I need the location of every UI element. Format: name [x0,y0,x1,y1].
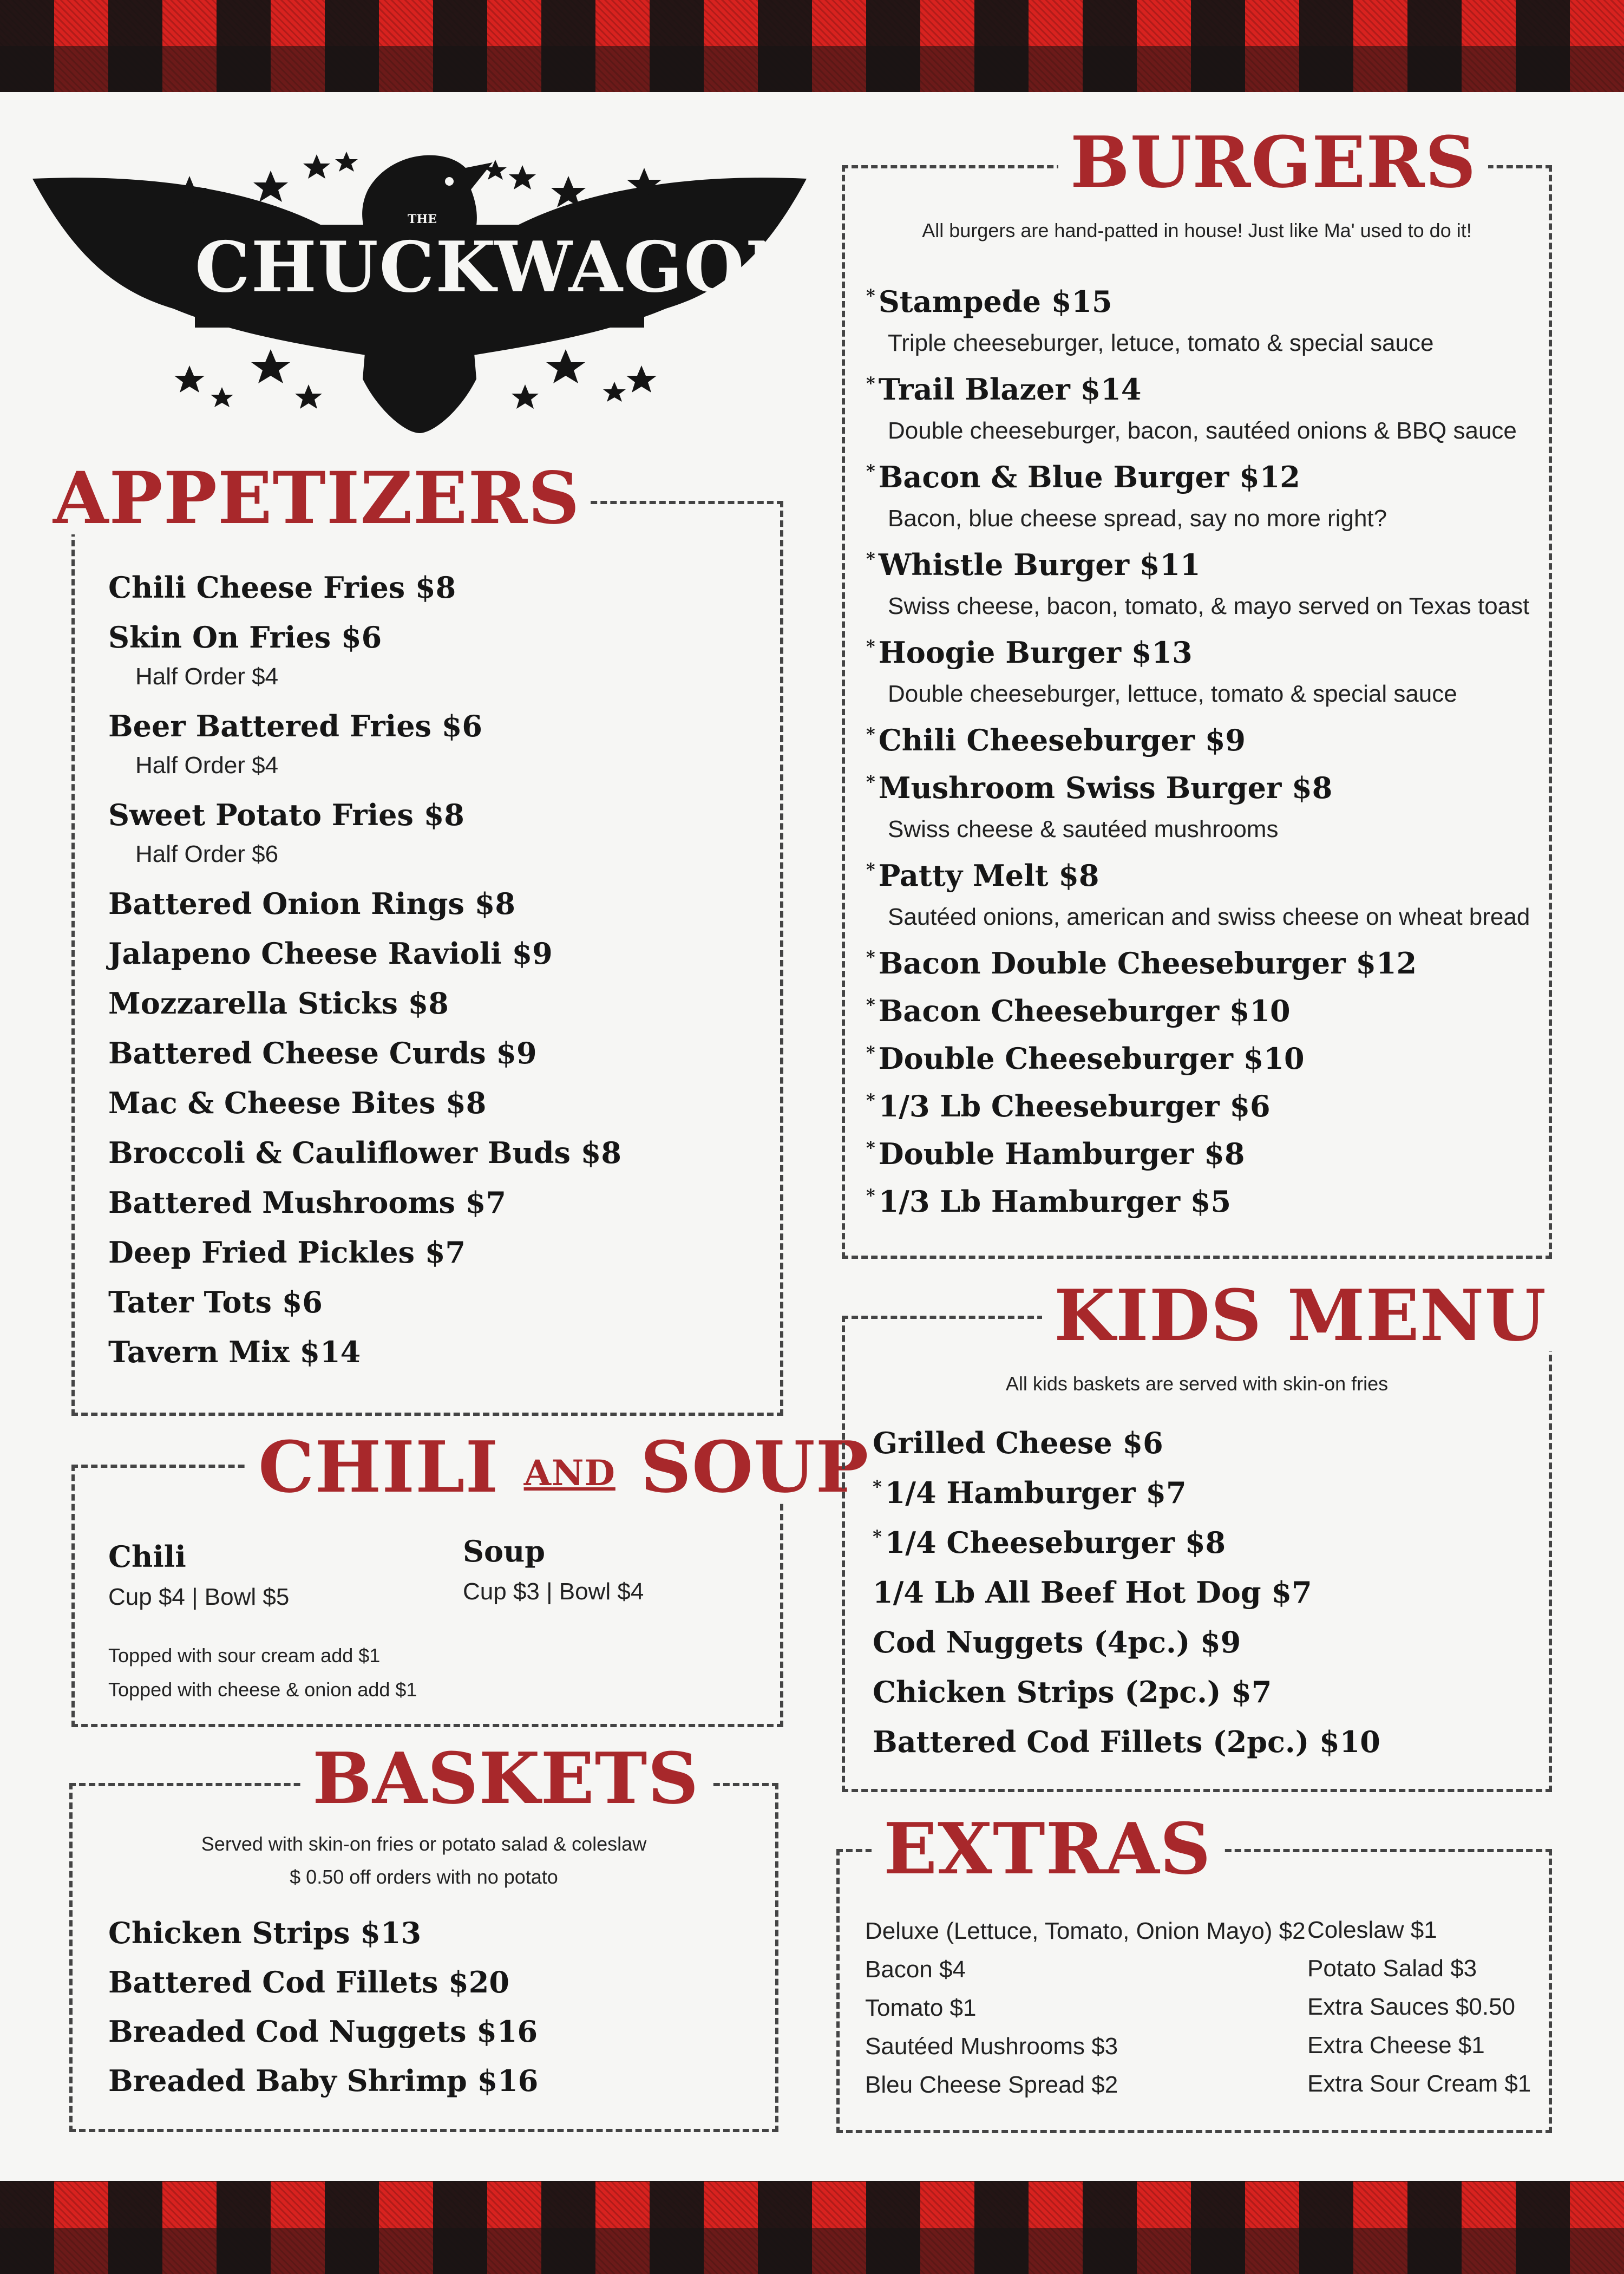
logo-name: CHUCKWAGON [195,227,810,308]
appetizer-item: Deep Fried Pickles $7 [108,1235,466,1270]
appetizer-item: Jalapeno Cheese Ravioli $9 [108,936,553,971]
appetizer-half-order: Half Order $4 [135,663,279,690]
baskets-note-1: Served with skin-on fries or potato salad & coleslaw [201,1833,647,1855]
extras-title: EXTRAS [872,1814,1223,1884]
star-marker: * [873,1526,882,1547]
burgers-note: All burgers are hand-patted in house! Just like Ma' used to do it! [922,219,1472,241]
logo-the: THE [408,212,437,226]
plaid-border-bottom [0,2181,1624,2274]
kids-item-name: Battered Cod Fillets (2pc.) $10 [873,1724,1380,1759]
kids-item [873,1677,1272,1707]
kids-item-name: 1/4 Cheeseburger $8 [885,1525,1226,1560]
star-marker: * [866,1185,875,1206]
burger-item [866,284,1112,319]
chili-soup-title-a: CHILI [258,1426,499,1508]
burgers-title: BURGERS [1058,127,1488,198]
burger-item [866,635,1193,670]
kids-item-name: Cod Nuggets (4pc.) $9 [873,1625,1241,1659]
burger-item [866,1089,1271,1123]
kids-item [873,1724,1380,1759]
burger-name: Bacon Cheeseburger $10 [878,994,1291,1028]
appetizer-item: Chili Cheese Fries $8 [108,570,456,605]
burger-name: 1/3 Lb Hamburger $5 [878,1184,1232,1219]
burger-description: Double cheeseburger, lettuce, tomato & special sauce [888,681,1457,707]
burger-name: Bacon & Blue Burger $12 [878,460,1300,494]
burger-item [866,1184,1232,1219]
burger-description: Bacon, blue cheese spread, say no more right? [888,505,1387,532]
chili-soup-title-and: AND [523,1453,615,1494]
burger-name: Hoogie Burger $13 [878,635,1193,670]
baskets-note-2: $ 0.50 off orders with no potato [290,1866,558,1888]
star-marker: * [866,1042,875,1063]
appetizer-item: Battered Cheese Curds $9 [108,1036,537,1070]
kids-item-name: 1/4 Lb All Beef Hot Dog $7 [873,1575,1312,1610]
burger-item [866,1041,1305,1076]
kids-title: KIDS MENU [1042,1280,1558,1351]
kids-item [873,1575,1312,1610]
baskets-title: BASKETS [300,1743,711,1814]
burger-item [866,858,1099,893]
star-marker: * [866,859,875,880]
basket-item: Chicken Strips $13 [108,1916,422,1950]
star-marker: * [866,1090,875,1110]
appetizer-item: Broccoli & Cauliflower Buds $8 [108,1135,621,1170]
burger-item [866,547,1201,582]
plaid-border-top [0,0,1624,92]
extras-right-item: Coleslaw $1 [1307,1917,1437,1943]
appetizer-item: Tater Tots $6 [108,1285,323,1319]
extras-left-item: Deluxe (Lettuce, Tomato, Onion Mayo) $2 [865,1918,1306,1944]
kids-note: All kids baskets are served with skin-on fries [1005,1373,1389,1395]
burger-item [866,994,1291,1028]
basket-item: Breaded Cod Nuggets $16 [108,2014,538,2049]
soup-name: Soup [463,1534,546,1569]
chili-name: Chili [108,1539,186,1574]
kids-item [873,1475,1187,1510]
burger-name: Bacon Double Cheeseburger $12 [878,946,1417,981]
extras-left-item: Bleu Cheese Spread $2 [865,2072,1118,2098]
appetizer-item: Sweet Potato Fries $8 [108,798,464,832]
kids-item-name: Chicken Strips (2pc.) $7 [873,1675,1272,1709]
burger-name: Mushroom Swiss Burger $8 [878,770,1333,805]
appetizer-half-order: Half Order $6 [135,841,279,867]
burger-description: Swiss cheese, bacon, tomato, & mayo served on Texas toast [888,593,1530,619]
burger-item [866,372,1142,407]
chili-soup-note-1: Topped with sour cream add $1 [108,1644,381,1667]
appetizer-item: Battered Mushrooms $7 [108,1185,506,1220]
basket-item: Breaded Baby Shrimp $16 [108,2063,539,2098]
kids-item-name: Grilled Cheese $6 [873,1426,1163,1460]
star-marker: * [866,724,875,744]
star-marker: * [866,947,875,968]
burger-description: Swiss cheese & sautéed mushrooms [888,816,1279,842]
burger-item [866,1136,1245,1171]
extras-right-item: Extra Cheese $1 [1307,2032,1485,2059]
extras-right-item: Extra Sour Cream $1 [1307,2070,1531,2097]
star-marker: * [866,772,875,792]
burger-name: Double Hamburger $8 [878,1136,1245,1171]
appetizer-item: Tavern Mix $14 [108,1335,361,1369]
appetizer-item: Beer Battered Fries $6 [108,709,482,743]
extras-right-item: Extra Sauces $0.50 [1307,1994,1516,2020]
star-marker: * [866,995,875,1015]
extras-left-item: Bacon $4 [865,1956,966,1983]
burger-name: Trail Blazer $14 [878,372,1142,407]
burger-item [866,462,1300,492]
appetizers-title: APPETIZERS [43,463,590,534]
kids-item-name: 1/4 Hamburger $7 [885,1475,1187,1510]
chuckwagon-logo [32,130,810,439]
burger-description: Triple cheeseburger, letuce, tomato & special sauce [888,330,1434,356]
star-marker: * [866,548,875,569]
appetizer-item: Battered Onion Rings $8 [108,886,515,921]
star-marker: * [873,1476,882,1497]
star-marker: * [866,636,875,657]
appetizer-item: Mac & Cheese Bites $8 [108,1086,487,1120]
burger-name: Stampede $15 [878,284,1112,319]
appetizer-item: Mozzarella Sticks $8 [108,986,449,1021]
extras-right-item: Potato Salad $3 [1307,1955,1477,1982]
basket-item: Battered Cod Fillets $20 [108,1965,509,1999]
burger-item [866,770,1333,805]
chili-soup-title-b: SOUP [640,1426,869,1508]
chili-soup-note-2: Topped with cheese & onion add $1 [108,1678,417,1701]
appetizer-half-order: Half Order $4 [135,752,279,779]
burger-item [866,723,1246,757]
burger-description: Double cheeseburger, bacon, sautéed onions & BBQ sauce [888,417,1517,444]
kids-item [873,1428,1163,1458]
star-marker: * [866,461,875,481]
burger-name: Chili Cheeseburger $9 [878,723,1246,757]
star-marker: * [866,1138,875,1158]
extras-left-item: Tomato $1 [865,1995,977,2021]
star-marker: * [866,373,875,394]
burger-name: Whistle Burger $11 [878,547,1201,582]
burger-name: Patty Melt $8 [878,858,1099,893]
chili-price: Cup $4 | Bowl $5 [108,1584,290,1610]
star-marker: * [866,285,875,306]
kids-item [873,1625,1241,1659]
burger-description: Sautéed onions, american and swiss cheese on wheat bread [888,904,1530,930]
kids-item [873,1525,1226,1560]
extras-left-item: Sautéed Mushrooms $3 [865,2033,1118,2060]
appetizer-item: Skin On Fries $6 [108,620,382,655]
soup-price: Cup $3 | Bowl $4 [463,1578,644,1605]
burger-name: 1/3 Lb Cheeseburger $6 [878,1089,1271,1123]
chili-soup-title [246,1426,881,1508]
burger-item [866,946,1417,981]
burger-name: Double Cheeseburger $10 [878,1041,1305,1076]
